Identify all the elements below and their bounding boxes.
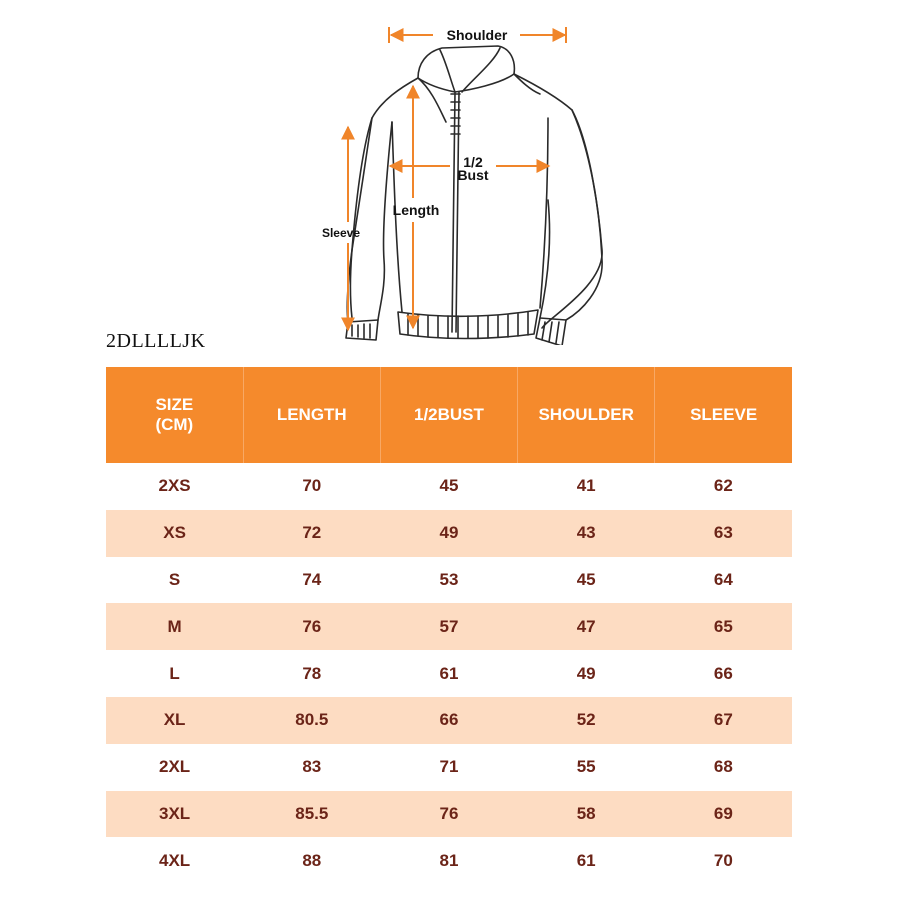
cell-size: 2XL — [159, 757, 191, 777]
table-header-row — [106, 367, 792, 463]
cell-length: 83 — [302, 757, 322, 777]
table-row — [106, 697, 792, 744]
bust-label-line2: Bust — [457, 167, 489, 183]
cell-sleeve: 68 — [713, 757, 733, 777]
cell-length: 74 — [302, 569, 322, 589]
cell-bust: 76 — [380, 791, 517, 838]
bust-label-line1: 1/2 — [463, 154, 483, 170]
cell-size: S — [168, 569, 181, 589]
cell-length: 72 — [243, 510, 380, 557]
cell-length: 76 — [243, 603, 380, 650]
table-row — [106, 837, 792, 884]
size-chart-table — [106, 367, 792, 884]
sleeve-label: Sleeve — [321, 226, 361, 240]
cell-bust: 81 — [439, 850, 459, 870]
table-row — [106, 791, 792, 838]
cell-shoulder: 47 — [518, 603, 655, 650]
cell-sleeve: 62 — [713, 476, 733, 496]
cell-bust: 49 — [380, 510, 517, 557]
header-size — [106, 367, 243, 463]
product-code: 2DLLLLJK — [106, 330, 206, 352]
cell-length: 88 — [302, 850, 322, 870]
cell-shoulder: 55 — [576, 757, 596, 777]
header-size-line1: SIZE — [155, 395, 194, 414]
table-row — [106, 557, 792, 604]
length-label: Length — [392, 202, 440, 218]
table-row — [106, 650, 792, 697]
cell-sleeve: 66 — [713, 663, 733, 683]
cell-size: L — [169, 663, 180, 683]
cell-shoulder: 43 — [518, 510, 655, 557]
cell-size: XL — [106, 697, 243, 744]
cell-sleeve: 69 — [655, 791, 792, 838]
cell-shoulder: 58 — [518, 791, 655, 838]
header-sleeve: SLEEVE — [655, 367, 792, 463]
cell-bust: 57 — [380, 603, 517, 650]
cell-length: 70 — [302, 476, 322, 496]
cell-shoulder: 41 — [576, 476, 596, 496]
cell-bust: 66 — [380, 697, 517, 744]
cell-sleeve: 70 — [713, 850, 733, 870]
cell-size: M — [106, 603, 243, 650]
cell-sleeve: 67 — [655, 697, 792, 744]
cell-length: 78 — [302, 663, 322, 683]
header-bust: 1/2BUST — [380, 367, 517, 463]
header-length: LENGTH — [243, 367, 380, 463]
cell-size: 2XS — [158, 476, 191, 496]
table-row — [106, 603, 792, 650]
cell-size: XS — [106, 510, 243, 557]
jacket-measurement-diagram — [0, 0, 900, 345]
cell-shoulder: 52 — [518, 697, 655, 744]
cell-sleeve: 65 — [655, 603, 792, 650]
cell-shoulder: 61 — [576, 850, 596, 870]
cell-sleeve: 63 — [655, 510, 792, 557]
cell-size: 3XL — [106, 791, 243, 838]
cell-bust: 61 — [439, 663, 459, 683]
cell-shoulder: 49 — [576, 663, 596, 683]
table-row — [106, 510, 792, 557]
cell-length: 85.5 — [243, 791, 380, 838]
jacket-illustration — [346, 46, 602, 345]
cell-sleeve: 64 — [713, 569, 733, 589]
cell-bust: 53 — [439, 569, 459, 589]
cell-length: 80.5 — [243, 697, 380, 744]
table-row — [106, 463, 792, 510]
cell-size: 4XL — [159, 850, 191, 870]
cell-bust: 71 — [439, 757, 459, 777]
shoulder-label: Shoulder — [446, 27, 508, 43]
table-row — [106, 744, 792, 791]
cell-shoulder: 45 — [576, 569, 596, 589]
header-size-line2: (CM) — [155, 415, 194, 434]
cell-bust: 45 — [439, 476, 459, 496]
header-shoulder: SHOULDER — [518, 367, 655, 463]
